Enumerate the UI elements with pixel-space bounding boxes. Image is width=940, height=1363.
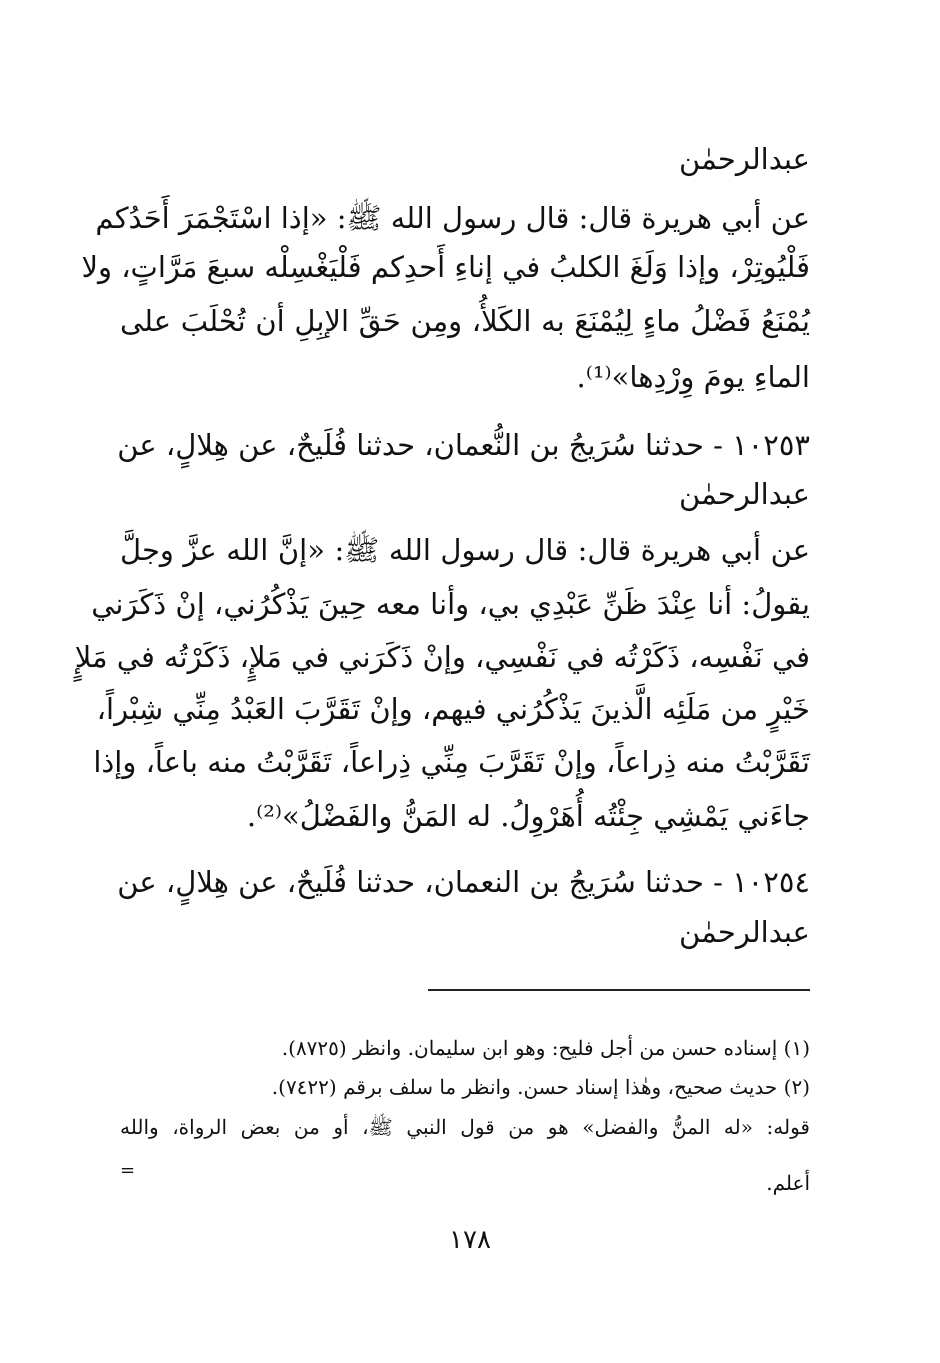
hadith-header: ١٠٢٥٣ - حدثنا سُرَيجُ بن النُّعمان، حدثنا فُلَيحٌ، عن هِلالٍ، عن: [117, 428, 810, 462]
continuation-mark: =: [120, 1160, 136, 1181]
text-line: الماءِ يومَ وِرْدِها»⁽¹⁾.: [576, 360, 810, 394]
text-line: عبدالرحمٰن: [679, 915, 810, 949]
text-line: يُمْنَعُ فَضْلُ ماءٍ لِيُمْنَعَ به الكَلأُ، ومِن حَقِّ الإبِلِ أن تُحْلَبَ على: [120, 304, 810, 338]
text-line: جاءَني يَمْشِي جِئْتُه أُهَرْوِلُ. له المَنُّ والفَضْلُ»⁽²⁾.: [246, 799, 810, 833]
footnote: أعلم.: [766, 1171, 810, 1195]
hadith-header: ١٠٢٥٤ - حدثنا سُرَيجُ بن النعمان، حدثنا فُلَيحٌ، عن هِلالٍ، عن: [117, 865, 810, 899]
text-line: عن أبي هريرة قال: قال رسول الله ﷺ: «إنَّ الله عزَّ وجلَّ: [120, 533, 810, 567]
footnote: قوله: «له المنُّ والفضل» هو من قول النبي ﷺ، أو من بعض الرواة، والله: [120, 1115, 810, 1139]
text-line: يقولُ: أنا عِنْدَ ظَنِّ عَبْدِي بي، وأنا معه حِينَ يَذْكُرُني، إنْ ذَكَرَني: [91, 587, 810, 621]
text-line: عن أبي هريرة قال: قال رسول الله ﷺ: «إذا اسْتَجْمَرَ أَحَدُكم: [95, 201, 810, 235]
text-line: في نَفْسِه، ذَكَرْتُه في نَفْسِي، وإنْ ذَكَرَني في مَلإٍ، ذَكَرْتُه في مَلإٍ: [74, 640, 810, 674]
text-line: عبدالرحمٰن: [679, 142, 810, 176]
footnote: (٢) حديث صحيح، وهٰذا إسناد حسن. وانظر ما سلف برقم (٧٤٢٢).: [271, 1075, 810, 1099]
text-line: فَلْيُوتِرْ، وإذا وَلَغَ الكلبُ في إناءِ أَحدِكم فَلْيَغْسِلْه سبعَ مَرَّاتٍ، ولا: [81, 250, 810, 284]
footnote: (١) إسناده حسن من أجل فليح: وهو ابن سليمان. وانظر (٨٧٢٥).: [281, 1036, 810, 1060]
footnote-separator: [428, 989, 810, 991]
text-line: تَقَرَّبْتُ منه ذِراعاً، وإنْ تَقَرَّبَ مِنِّي ذِراعاً، تَقَرَّبْتُ منه باعاً، وإذا: [93, 745, 810, 779]
page-number: ١٧٨: [449, 1225, 491, 1255]
text-line: عبدالرحمٰن: [679, 477, 810, 511]
text-line: خَيْرٍ من مَلَئِه الَّذينَ يَذْكُرُني فيهم، وإنْ تَقَرَّبَ العَبْدُ مِنِّي شِبْراً،: [96, 692, 810, 726]
